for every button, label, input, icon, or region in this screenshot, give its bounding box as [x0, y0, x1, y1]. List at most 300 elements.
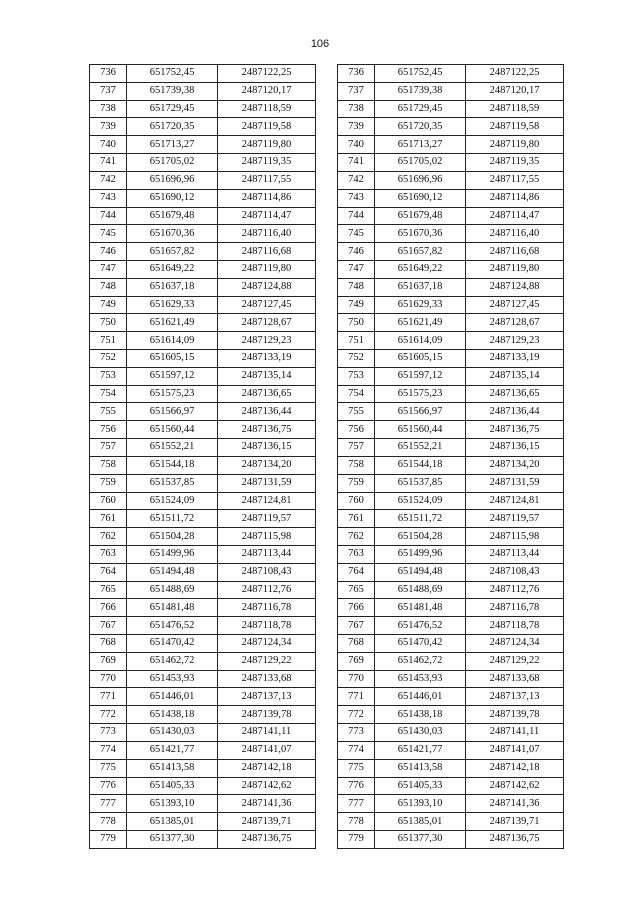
table-row: [90, 225, 316, 243]
y-coordinate-cell: 2487136,75: [218, 421, 316, 439]
y-coordinate-cell: 2487114,86: [218, 189, 316, 207]
point-number-cell: 765: [338, 581, 375, 599]
table-row: [90, 813, 316, 831]
table-row: [90, 260, 316, 278]
y-coordinate-cell: 2487142,18: [218, 759, 316, 777]
y-coordinate-cell: 2487116,68: [466, 243, 564, 261]
x-coordinate-cell: 651511,72: [127, 510, 218, 528]
x-coordinate-cell: 651504,28: [127, 528, 218, 546]
y-coordinate-cell: 2487142,18: [466, 759, 564, 777]
table-row: [338, 545, 564, 563]
point-number-cell: 757: [90, 439, 127, 457]
point-number-cell: 768: [90, 635, 127, 653]
y-coordinate-cell: 2487141,11: [466, 724, 564, 742]
y-coordinate-cell: 2487113,44: [218, 545, 316, 563]
table-row: [90, 189, 316, 207]
point-number-cell: 736: [90, 65, 127, 83]
table-row: [338, 741, 564, 759]
point-number-cell: 762: [338, 528, 375, 546]
point-number-cell: 744: [90, 207, 127, 225]
table-row: [338, 225, 564, 243]
point-number-cell: 741: [90, 154, 127, 172]
y-coordinate-cell: 2487119,57: [218, 510, 316, 528]
table-row: [338, 795, 564, 813]
x-coordinate-cell: 651597,12: [375, 367, 466, 385]
point-number-cell: 778: [90, 813, 127, 831]
table-row: [90, 724, 316, 742]
table-row: [90, 118, 316, 136]
table-row: [338, 777, 564, 795]
table-row: [90, 706, 316, 724]
point-number-cell: 759: [90, 474, 127, 492]
table-row: [338, 189, 564, 207]
table-row: [338, 207, 564, 225]
x-coordinate-cell: 651575,23: [375, 385, 466, 403]
x-coordinate-cell: 651524,09: [127, 492, 218, 510]
x-coordinate-cell: 651377,30: [127, 830, 218, 848]
x-coordinate-cell: 651421,77: [127, 741, 218, 759]
x-coordinate-cell: 651575,23: [127, 385, 218, 403]
point-number-cell: 758: [90, 456, 127, 474]
coordinates-table-body: [90, 65, 316, 849]
y-coordinate-cell: 2487124,34: [218, 635, 316, 653]
point-number-cell: 774: [90, 741, 127, 759]
x-coordinate-cell: 651552,21: [127, 439, 218, 457]
point-number-cell: 753: [338, 367, 375, 385]
y-coordinate-cell: 2487119,57: [466, 510, 564, 528]
table-row: [90, 136, 316, 154]
table-row: [338, 403, 564, 421]
table-row: [90, 741, 316, 759]
point-number-cell: 737: [90, 82, 127, 100]
y-coordinate-cell: 2487117,55: [218, 171, 316, 189]
y-coordinate-cell: 2487120,17: [466, 82, 564, 100]
x-coordinate-cell: 651494,48: [127, 563, 218, 581]
point-number-cell: 736: [338, 65, 375, 83]
point-number-cell: 763: [90, 545, 127, 563]
y-coordinate-cell: 2487139,78: [466, 706, 564, 724]
table-row: [338, 688, 564, 706]
x-coordinate-cell: 651438,18: [127, 706, 218, 724]
table-row: [338, 421, 564, 439]
point-number-cell: 766: [338, 599, 375, 617]
y-coordinate-cell: 2487118,59: [218, 100, 316, 118]
point-number-cell: 763: [338, 545, 375, 563]
point-number-cell: 747: [338, 260, 375, 278]
y-coordinate-cell: 2487124,81: [218, 492, 316, 510]
point-number-cell: 771: [338, 688, 375, 706]
coordinates-table-left: [89, 64, 316, 849]
table-row: [90, 439, 316, 457]
y-coordinate-cell: 2487124,81: [466, 492, 564, 510]
x-coordinate-cell: 651537,85: [127, 474, 218, 492]
y-coordinate-cell: 2487112,76: [218, 581, 316, 599]
table-row: [90, 82, 316, 100]
y-coordinate-cell: 2487131,59: [466, 474, 564, 492]
x-coordinate-cell: 651566,97: [375, 403, 466, 421]
point-number-cell: 749: [90, 296, 127, 314]
table-row: [338, 154, 564, 172]
x-coordinate-cell: 651679,48: [127, 207, 218, 225]
x-coordinate-cell: 651621,49: [375, 314, 466, 332]
point-number-cell: 775: [338, 759, 375, 777]
table-row: [338, 82, 564, 100]
x-coordinate-cell: 651413,58: [127, 759, 218, 777]
x-coordinate-cell: 651476,52: [375, 617, 466, 635]
point-number-cell: 776: [90, 777, 127, 795]
table-row: [90, 830, 316, 848]
x-coordinate-cell: 651705,02: [127, 154, 218, 172]
x-coordinate-cell: 651720,35: [375, 118, 466, 136]
x-coordinate-cell: 651720,35: [127, 118, 218, 136]
y-coordinate-cell: 2487118,78: [466, 617, 564, 635]
point-number-cell: 761: [90, 510, 127, 528]
point-number-cell: 741: [338, 154, 375, 172]
table-row: [338, 243, 564, 261]
table-row: [90, 350, 316, 368]
x-coordinate-cell: 651476,52: [127, 617, 218, 635]
y-coordinate-cell: 2487119,80: [218, 136, 316, 154]
x-coordinate-cell: 651752,45: [127, 65, 218, 83]
table-row: [338, 65, 564, 83]
y-coordinate-cell: 2487129,22: [466, 652, 564, 670]
point-number-cell: 748: [90, 278, 127, 296]
point-number-cell: 738: [90, 100, 127, 118]
point-number-cell: 775: [90, 759, 127, 777]
y-coordinate-cell: 2487120,17: [218, 82, 316, 100]
x-coordinate-cell: 651377,30: [375, 830, 466, 848]
x-coordinate-cell: 651430,03: [375, 724, 466, 742]
point-number-cell: 765: [90, 581, 127, 599]
point-number-cell: 743: [338, 189, 375, 207]
table-row: [338, 350, 564, 368]
x-coordinate-cell: 651537,85: [375, 474, 466, 492]
table-row: [90, 545, 316, 563]
point-number-cell: 750: [338, 314, 375, 332]
table-row: [90, 635, 316, 653]
table-row: [338, 635, 564, 653]
point-number-cell: 738: [338, 100, 375, 118]
table-row: [338, 456, 564, 474]
x-coordinate-cell: 651560,44: [375, 421, 466, 439]
table-row: [90, 795, 316, 813]
table-row: [338, 100, 564, 118]
table-row: [90, 403, 316, 421]
point-number-cell: 742: [90, 171, 127, 189]
x-coordinate-cell: 651696,96: [375, 171, 466, 189]
point-number-cell: 755: [338, 403, 375, 421]
x-coordinate-cell: 651713,27: [127, 136, 218, 154]
x-coordinate-cell: 651605,15: [127, 350, 218, 368]
y-coordinate-cell: 2487122,25: [466, 65, 564, 83]
point-number-cell: 746: [338, 243, 375, 261]
y-coordinate-cell: 2487133,19: [218, 350, 316, 368]
x-coordinate-cell: 651605,15: [375, 350, 466, 368]
y-coordinate-cell: 2487141,36: [466, 795, 564, 813]
point-number-cell: 748: [338, 278, 375, 296]
x-coordinate-cell: 651511,72: [375, 510, 466, 528]
table-row: [338, 581, 564, 599]
y-coordinate-cell: 2487127,45: [466, 296, 564, 314]
table-row: [90, 100, 316, 118]
point-number-cell: 766: [90, 599, 127, 617]
y-coordinate-cell: 2487136,65: [466, 385, 564, 403]
x-coordinate-cell: 651413,58: [375, 759, 466, 777]
x-coordinate-cell: 651670,36: [127, 225, 218, 243]
table-row: [90, 385, 316, 403]
table-row: [90, 777, 316, 795]
x-coordinate-cell: 651405,33: [127, 777, 218, 795]
y-coordinate-cell: 2487133,68: [466, 670, 564, 688]
point-number-cell: 744: [338, 207, 375, 225]
table-row: [90, 581, 316, 599]
table-row: [338, 118, 564, 136]
x-coordinate-cell: 651504,28: [375, 528, 466, 546]
point-number-cell: 751: [90, 332, 127, 350]
point-number-cell: 773: [338, 724, 375, 742]
table-row: [338, 260, 564, 278]
y-coordinate-cell: 2487116,40: [466, 225, 564, 243]
y-coordinate-cell: 2487119,35: [218, 154, 316, 172]
table-row: [338, 474, 564, 492]
y-coordinate-cell: 2487136,75: [466, 421, 564, 439]
x-coordinate-cell: 651670,36: [375, 225, 466, 243]
x-coordinate-cell: 651462,72: [375, 652, 466, 670]
table-row: [90, 652, 316, 670]
y-coordinate-cell: 2487108,43: [218, 563, 316, 581]
point-number-cell: 772: [90, 706, 127, 724]
x-coordinate-cell: 651566,97: [127, 403, 218, 421]
table-row: [338, 296, 564, 314]
y-coordinate-cell: 2487141,07: [466, 741, 564, 759]
table-row: [338, 492, 564, 510]
x-coordinate-cell: 651752,45: [375, 65, 466, 83]
point-number-cell: 779: [338, 830, 375, 848]
coordinates-table-right: [337, 64, 564, 849]
x-coordinate-cell: 651393,10: [127, 795, 218, 813]
table-row: [338, 724, 564, 742]
y-coordinate-cell: 2487131,59: [218, 474, 316, 492]
y-coordinate-cell: 2487124,88: [466, 278, 564, 296]
y-coordinate-cell: 2487116,78: [218, 599, 316, 617]
point-number-cell: 742: [338, 171, 375, 189]
point-number-cell: 751: [338, 332, 375, 350]
x-coordinate-cell: 651524,09: [375, 492, 466, 510]
coordinates-table-body: [338, 65, 564, 849]
point-number-cell: 753: [90, 367, 127, 385]
point-number-cell: 778: [338, 813, 375, 831]
x-coordinate-cell: 651729,45: [375, 100, 466, 118]
point-number-cell: 745: [338, 225, 375, 243]
y-coordinate-cell: 2487135,14: [218, 367, 316, 385]
y-coordinate-cell: 2487129,23: [466, 332, 564, 350]
point-number-cell: 760: [90, 492, 127, 510]
y-coordinate-cell: 2487129,22: [218, 652, 316, 670]
point-number-cell: 758: [338, 456, 375, 474]
table-row: [90, 243, 316, 261]
x-coordinate-cell: 651462,72: [127, 652, 218, 670]
y-coordinate-cell: 2487136,75: [466, 830, 564, 848]
x-coordinate-cell: 651405,33: [375, 777, 466, 795]
table-row: [90, 528, 316, 546]
x-coordinate-cell: 651488,69: [375, 581, 466, 599]
table-row: [338, 385, 564, 403]
point-number-cell: 764: [90, 563, 127, 581]
point-number-cell: 740: [90, 136, 127, 154]
y-coordinate-cell: 2487113,44: [466, 545, 564, 563]
point-number-cell: 754: [338, 385, 375, 403]
point-number-cell: 767: [90, 617, 127, 635]
y-coordinate-cell: 2487119,58: [218, 118, 316, 136]
y-coordinate-cell: 2487129,23: [218, 332, 316, 350]
point-number-cell: 771: [90, 688, 127, 706]
y-coordinate-cell: 2487114,47: [466, 207, 564, 225]
y-coordinate-cell: 2487119,80: [466, 260, 564, 278]
table-row: [338, 332, 564, 350]
table-row: [90, 207, 316, 225]
x-coordinate-cell: 651494,48: [375, 563, 466, 581]
x-coordinate-cell: 651560,44: [127, 421, 218, 439]
table-row: [90, 65, 316, 83]
y-coordinate-cell: 2487136,44: [218, 403, 316, 421]
y-coordinate-cell: 2487116,68: [218, 243, 316, 261]
x-coordinate-cell: 651690,12: [127, 189, 218, 207]
point-number-cell: 752: [338, 350, 375, 368]
y-coordinate-cell: 2487119,35: [466, 154, 564, 172]
x-coordinate-cell: 651696,96: [127, 171, 218, 189]
y-coordinate-cell: 2487136,44: [466, 403, 564, 421]
table-row: [90, 456, 316, 474]
point-number-cell: 747: [90, 260, 127, 278]
point-number-cell: 769: [90, 652, 127, 670]
table-row: [338, 706, 564, 724]
table-row: [338, 278, 564, 296]
point-number-cell: 739: [90, 118, 127, 136]
table-row: [90, 617, 316, 635]
table-row: [90, 688, 316, 706]
point-number-cell: 756: [90, 421, 127, 439]
y-coordinate-cell: 2487127,45: [218, 296, 316, 314]
table-row: [338, 599, 564, 617]
x-coordinate-cell: 651621,49: [127, 314, 218, 332]
y-coordinate-cell: 2487124,88: [218, 278, 316, 296]
x-coordinate-cell: 651637,18: [375, 278, 466, 296]
point-number-cell: 772: [338, 706, 375, 724]
x-coordinate-cell: 651438,18: [375, 706, 466, 724]
x-coordinate-cell: 651657,82: [375, 243, 466, 261]
x-coordinate-cell: 651421,77: [375, 741, 466, 759]
y-coordinate-cell: 2487114,86: [466, 189, 564, 207]
y-coordinate-cell: 2487128,67: [218, 314, 316, 332]
x-coordinate-cell: 651637,18: [127, 278, 218, 296]
y-coordinate-cell: 2487137,13: [466, 688, 564, 706]
x-coordinate-cell: 651393,10: [375, 795, 466, 813]
point-number-cell: 774: [338, 741, 375, 759]
table-row: [90, 474, 316, 492]
y-coordinate-cell: 2487115,98: [218, 528, 316, 546]
y-coordinate-cell: 2487141,07: [218, 741, 316, 759]
table-row: [90, 421, 316, 439]
x-coordinate-cell: 651470,42: [127, 635, 218, 653]
page-number: 106: [310, 38, 330, 50]
x-coordinate-cell: 651544,18: [127, 456, 218, 474]
y-coordinate-cell: 2487122,25: [218, 65, 316, 83]
x-coordinate-cell: 651690,12: [375, 189, 466, 207]
table-row: [90, 492, 316, 510]
point-number-cell: 757: [338, 439, 375, 457]
point-number-cell: 749: [338, 296, 375, 314]
table-row: [90, 759, 316, 777]
y-coordinate-cell: 2487117,55: [466, 171, 564, 189]
x-coordinate-cell: 651729,45: [127, 100, 218, 118]
point-number-cell: 745: [90, 225, 127, 243]
y-coordinate-cell: 2487136,15: [466, 439, 564, 457]
point-number-cell: 754: [90, 385, 127, 403]
y-coordinate-cell: 2487142,62: [218, 777, 316, 795]
table-row: [338, 563, 564, 581]
x-coordinate-cell: 651705,02: [375, 154, 466, 172]
y-coordinate-cell: 2487134,20: [218, 456, 316, 474]
x-coordinate-cell: 651597,12: [127, 367, 218, 385]
y-coordinate-cell: 2487118,59: [466, 100, 564, 118]
x-coordinate-cell: 651488,69: [127, 581, 218, 599]
y-coordinate-cell: 2487119,80: [218, 260, 316, 278]
y-coordinate-cell: 2487124,34: [466, 635, 564, 653]
x-coordinate-cell: 651453,93: [375, 670, 466, 688]
y-coordinate-cell: 2487142,62: [466, 777, 564, 795]
point-number-cell: 768: [338, 635, 375, 653]
table-row: [338, 314, 564, 332]
table-row: [338, 367, 564, 385]
table-row: [90, 510, 316, 528]
table-row: [338, 652, 564, 670]
x-coordinate-cell: 651446,01: [375, 688, 466, 706]
x-coordinate-cell: 651544,18: [375, 456, 466, 474]
y-coordinate-cell: 2487108,43: [466, 563, 564, 581]
point-number-cell: 760: [338, 492, 375, 510]
x-coordinate-cell: 651739,38: [127, 82, 218, 100]
y-coordinate-cell: 2487114,47: [218, 207, 316, 225]
point-number-cell: 769: [338, 652, 375, 670]
y-coordinate-cell: 2487141,11: [218, 724, 316, 742]
y-coordinate-cell: 2487119,80: [466, 136, 564, 154]
point-number-cell: 746: [90, 243, 127, 261]
point-number-cell: 755: [90, 403, 127, 421]
y-coordinate-cell: 2487118,78: [218, 617, 316, 635]
x-coordinate-cell: 651679,48: [375, 207, 466, 225]
point-number-cell: 779: [90, 830, 127, 848]
table-row: [90, 563, 316, 581]
x-coordinate-cell: 651446,01: [127, 688, 218, 706]
table-row: [338, 813, 564, 831]
table-row: [90, 599, 316, 617]
y-coordinate-cell: 2487139,71: [466, 813, 564, 831]
y-coordinate-cell: 2487139,71: [218, 813, 316, 831]
point-number-cell: 773: [90, 724, 127, 742]
x-coordinate-cell: 651552,21: [375, 439, 466, 457]
y-coordinate-cell: 2487115,98: [466, 528, 564, 546]
table-row: [90, 367, 316, 385]
y-coordinate-cell: 2487136,75: [218, 830, 316, 848]
y-coordinate-cell: 2487116,40: [218, 225, 316, 243]
point-number-cell: 739: [338, 118, 375, 136]
y-coordinate-cell: 2487136,15: [218, 439, 316, 457]
x-coordinate-cell: 651657,82: [127, 243, 218, 261]
point-number-cell: 750: [90, 314, 127, 332]
point-number-cell: 756: [338, 421, 375, 439]
point-number-cell: 743: [90, 189, 127, 207]
point-number-cell: 752: [90, 350, 127, 368]
